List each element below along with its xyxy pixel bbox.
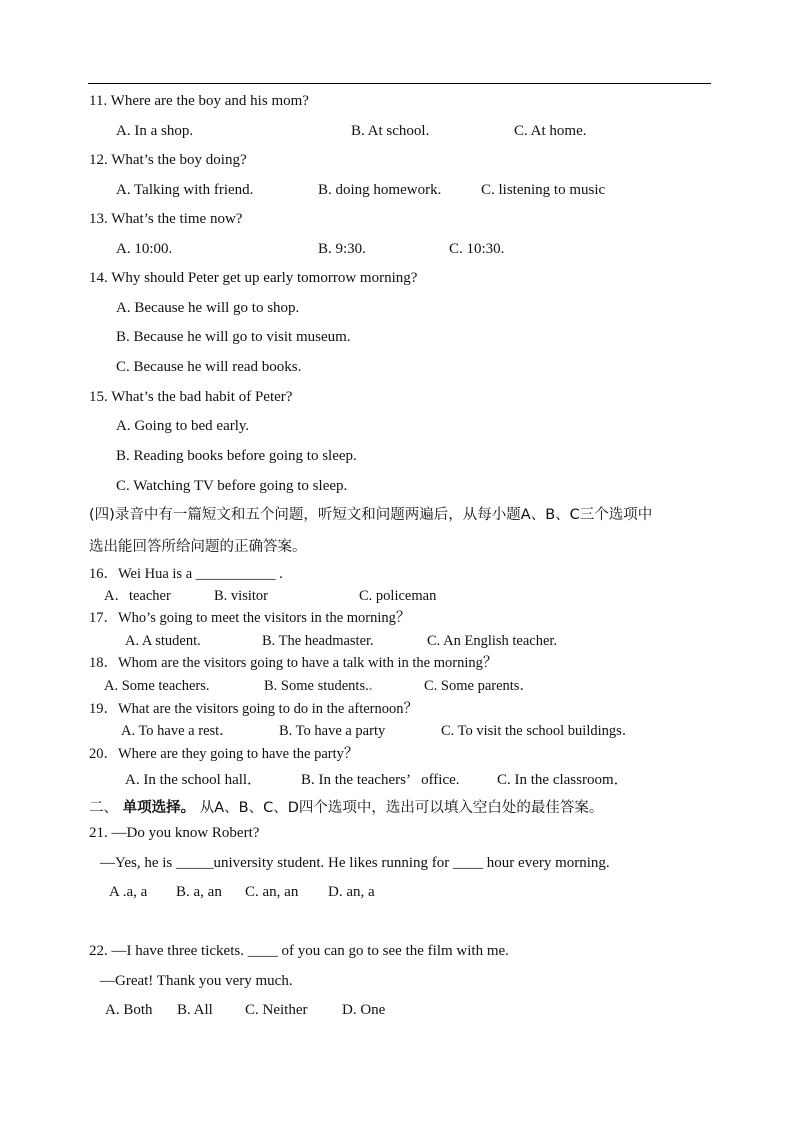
question-15-option-b: B. Reading books before going to sleep. [116,448,357,464]
question-12-option-c: C. listening to music [481,182,606,198]
section-4-instruction: (四)录音中有一篇短文和五个问题，听短文和问题两遍后，从每小题A、B、C三个选项中 [89,507,653,523]
question-13-option-a: A. 10:00. [116,241,173,257]
question-15-option-c: C. Watching TV before going to sleep. [116,478,348,494]
question-18-option-b-mark: . [368,678,373,694]
question-19-option-a: A. To have a rest． [121,723,234,739]
question-17-option-b: B. The headmaster. [262,633,374,649]
question-22-line-1: 22. —I have three tickets. ____ of you can go to see the film with me. [89,943,509,959]
question-13-option-b: B. 9:30. [318,241,366,257]
question-15-option-a: A. Going to bed early. [116,418,250,434]
question-22-option-c: C. Neither [245,1002,308,1018]
question-17-stem: 17．Who’s going to meet the visitors in the morning？ [89,610,411,626]
question-21-option-b: B. a, an [176,884,222,900]
question-17-option-c: C. An English teacher. [427,633,558,649]
question-17-option-a: A. A student. [125,633,201,649]
question-16-option-a: A．teacher [104,588,171,604]
section-2-heading [89,801,603,816]
question-19-option-c: C. To visit the school buildings． [441,723,637,739]
question-12-stem: 12. What’s the boy doing? [89,152,247,168]
question-18-option-b-text: B. Some students. [264,678,369,694]
question-14-stem: 14. Why should Peter get up early tomorrow morning? [89,270,418,286]
question-11-option-b: B. At school. [351,123,430,139]
question-22-option-b: B. All [177,1002,213,1018]
header-rule [88,83,711,84]
question-12-option-b: B. doing homework. [318,182,442,198]
question-21-line-2: —Yes, he is _____university student. He likes running for ____ hour every morning. [100,855,610,871]
section-4-instruction-cont: 选出能回答所给问题的正确答案。 [89,539,307,555]
question-20-stem: 20．Where are they going to have the party？ [89,746,359,762]
question-14-option-a: A. Because he will go to shop. [116,300,300,316]
question-11-stem: 11. Where are the boy and his mom? [89,93,309,109]
section-2-instruction: 从A、B、C、D四个选项中，选出可以填入空白处的最佳答案。 [199,800,604,816]
question-22-option-d: D. One [342,1002,386,1018]
question-21-line-1: 21. —Do you know Robert? [89,825,260,841]
section-2-number: 二、 [89,800,118,816]
question-16-option-c: C. policeman [359,588,437,604]
question-12-option-a: A. Talking with friend. [116,182,254,198]
question-19-stem: 19．What are the visitors going to do in the afternoon？ [89,701,418,717]
question-21-option-d: D. an, a [328,884,375,900]
question-11-option-a: A. In a shop. [116,123,194,139]
question-20-option-a: A. In the school hall． [125,772,263,788]
question-14-option-b: B. Because he will go to visit museum. [116,329,351,345]
question-14-option-c: C. Because he will read books. [116,359,302,375]
question-16-option-b: B. visitor [214,588,268,604]
question-18-option-a: A. Some teachers. [104,678,210,694]
question-21-option-a: A .a, a [109,884,148,900]
question-22-option-a: A. Both [105,1002,153,1018]
question-20-option-c: C. In the classroom． [497,772,629,788]
question-18-option-b [264,679,372,694]
question-19-option-b: B. To have a party [279,723,386,739]
question-21-option-c: C. an, an [245,884,299,900]
question-15-stem: 15. What’s the bad habit of Peter? [89,389,293,405]
question-13-stem: 13. What’s the time now? [89,211,243,227]
question-11-option-c: C. At home. [514,123,587,139]
question-18-option-c: C. Some parents． [424,678,534,694]
question-20-option-b: B. In the teachers’ office. [301,772,460,788]
section-2-title: 单项选择。 [122,800,196,816]
question-16-stem: 16．Wei Hua is a ___________ . [89,566,283,582]
question-22-line-2: —Great! Thank you very much. [100,973,293,989]
question-18-stem: 18．Whom are the visitors going to have a talk with in the morning？ [89,655,498,671]
question-13-option-c: C. 10:30. [449,241,505,257]
